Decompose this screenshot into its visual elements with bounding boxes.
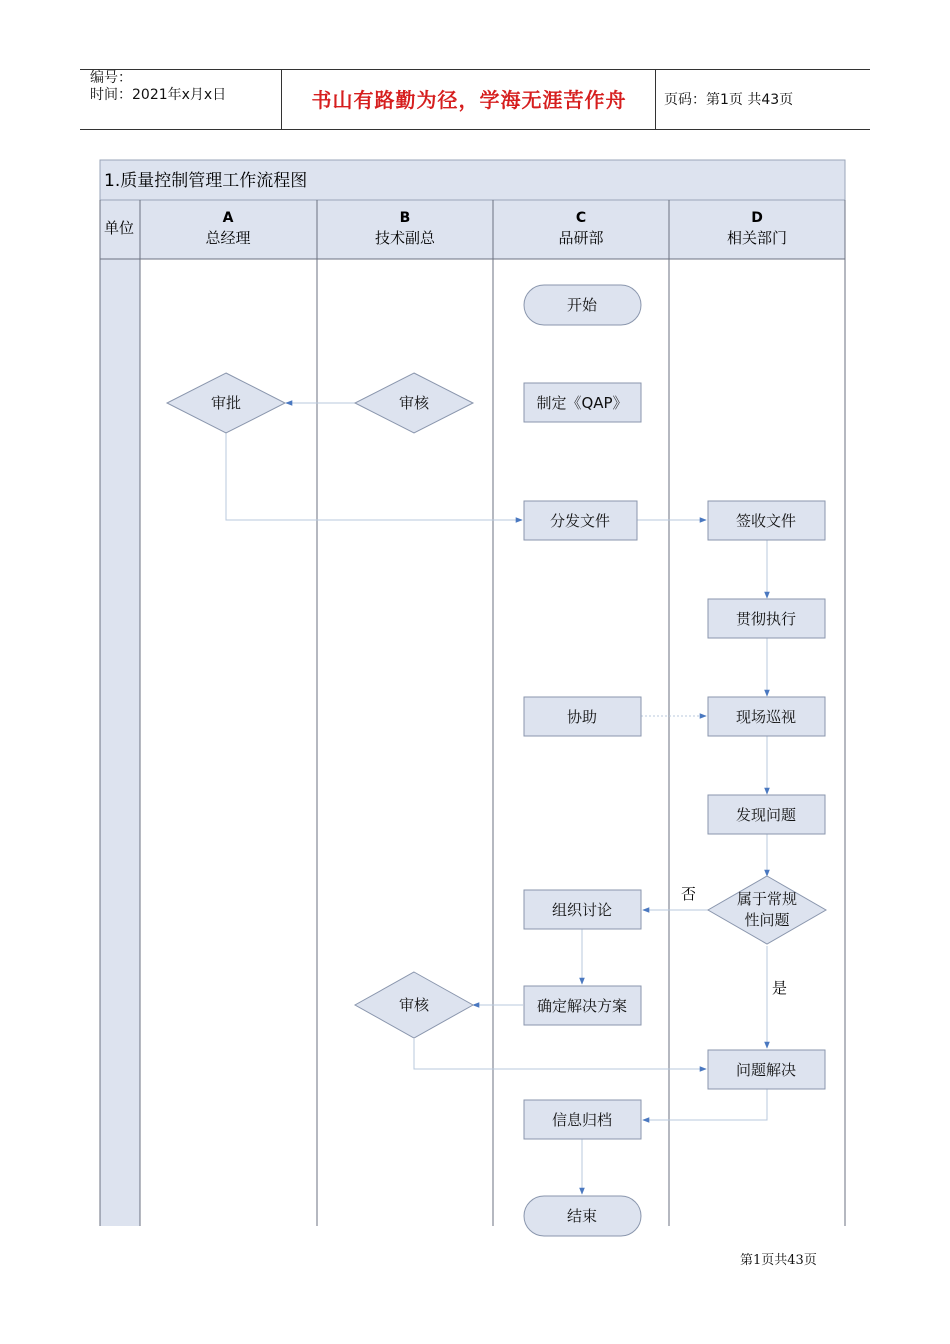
lane-c-letter: C xyxy=(575,210,587,226)
lane-c-name: 品研部 xyxy=(558,229,604,247)
header-time: 时间：2021年x月x日 xyxy=(90,87,227,103)
header-page-info: 页码：第1页 共43页 xyxy=(664,92,794,108)
label-make-qap: 制定《QAP》 xyxy=(536,394,628,412)
node-routine-decision xyxy=(708,876,826,944)
label-inspect: 现场巡视 xyxy=(735,708,797,726)
lane-d-name: 相关部门 xyxy=(726,229,788,247)
label-yes: 是 xyxy=(772,979,788,997)
diagram-title: 1.质量控制管理工作流程图 xyxy=(104,171,308,191)
footer-page: 第1页共43页 xyxy=(740,1253,817,1268)
label-discuss: 组织讨论 xyxy=(551,901,613,919)
label-no: 否 xyxy=(681,885,697,903)
label-review-b2: 审核 xyxy=(398,996,430,1014)
label-routine-line1: 属于常规 xyxy=(736,890,798,908)
label-solve: 问题解决 xyxy=(735,1061,797,1079)
connectors xyxy=(226,403,767,1194)
lane-a-name: 总经理 xyxy=(205,229,251,247)
edge-review-to-solve xyxy=(414,1039,706,1069)
edge-approve-to-distribute xyxy=(226,433,522,520)
label-assist: 协助 xyxy=(566,708,598,726)
unit-column xyxy=(100,259,140,1226)
edge-solve-to-archive xyxy=(643,1089,767,1120)
label-approve-a: 审批 xyxy=(210,394,242,412)
label-routine-line2: 性问题 xyxy=(744,911,790,929)
lane-d-letter: D xyxy=(751,210,763,226)
label-sign-receive: 签收文件 xyxy=(735,512,797,530)
label-end: 结束 xyxy=(566,1207,598,1225)
label-archive: 信息归档 xyxy=(551,1111,613,1129)
label-decide-solution: 确定解决方案 xyxy=(536,997,628,1015)
unit-label: 单位 xyxy=(104,219,135,237)
label-review-b1: 审核 xyxy=(398,394,430,412)
nodes xyxy=(167,285,826,1236)
label-start: 开始 xyxy=(566,296,598,314)
header-number-label: 编号： xyxy=(90,70,132,86)
label-distribute: 分发文件 xyxy=(549,512,611,530)
label-implement: 贯彻执行 xyxy=(735,610,797,628)
lane-b-name: 技术副总 xyxy=(374,229,436,247)
lane-b-letter: B xyxy=(399,210,411,226)
header-motto: 书山有路勤为径，学海无涯苦作舟 xyxy=(311,88,627,112)
label-find-problem: 发现问题 xyxy=(735,806,797,824)
lane-a-letter: A xyxy=(222,210,234,226)
